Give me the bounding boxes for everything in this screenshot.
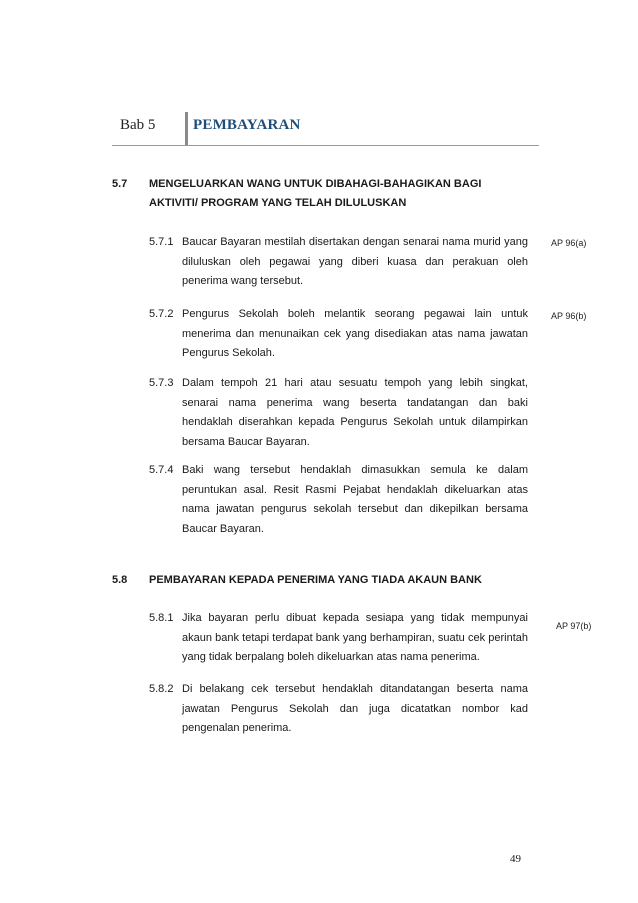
header-rule [112, 145, 539, 146]
section-number: 5.7 [112, 178, 128, 190]
subsection-text: Baucar Bayaran mestilah disertakan dengan senarai nama murid yang diluluskan oleh pegawai yang diberi kuasa dan perakuan oleh penerima wang tersebut. [182, 236, 528, 287]
page-number: 49 [510, 853, 521, 865]
reference-note: AP 96(a) [551, 238, 587, 248]
chapter-label: Bab 5 [120, 117, 156, 133]
subsection-text: Dalam tempoh 21 hari atau sesuatu tempoh yang lebih singkat, senarai nama penerima wang beserta tandatangan dan baki hendaklah diserahkan kepada Pengurus Sekolah untuk dilampirkan bersama Baucar Bayaran. [182, 377, 528, 448]
section-title: PEMBAYARAN KEPADA PENERIMA YANG TIADA AKAUN BANK [149, 574, 482, 586]
subsection-text: Jika bayaran perlu dibuat kepada sesiapa yang tidak mempunyai akaun bank tetapi terdapat bank yang berhampiran, suatu cek perintah yang tidak berpalang boleh dikeluarkan atas nama penerima. [182, 612, 528, 663]
subsection-text: Pengurus Sekolah boleh melantik seorang pegawai lain untuk menerima dan menunaikan cek yang disediakan atas nama jawatan Pengurus Sekolah. [182, 308, 528, 359]
header-divider [185, 112, 188, 145]
reference-note: AP 96(b) [551, 311, 587, 321]
subsection-number: 5.7.3 [149, 377, 174, 389]
subsection-number: 5.8.1 [149, 612, 174, 624]
chapter-title: PEMBAYARAN [193, 117, 301, 133]
subsection-number: 5.7.2 [149, 308, 174, 320]
section-number: 5.8 [112, 574, 128, 586]
subsection-number: 5.7.1 [149, 236, 174, 248]
subsection-number: 5.8.2 [149, 683, 174, 695]
subsection-number: 5.7.4 [149, 464, 174, 476]
reference-note: AP 97(b) [556, 621, 592, 631]
section-title: MENGELUARKAN WANG UNTUK DIBAHAGI-BAHAGIKAN BAGI AKTIVITI/ PROGRAM YANG TELAH DILULUSKAN [149, 178, 482, 209]
subsection-text: Baki wang tersebut hendaklah dimasukkan semula ke dalam peruntukan asal. Resit Rasmi Pejabat hendaklah dikeluarkan atas nama jawatan pengurus sekolah tersebut dan dikepilkan bersama Baucar Bayaran. [182, 464, 528, 535]
subsection-text: Di belakang cek tersebut hendaklah ditandatangan beserta nama jawatan Pengurus Sekolah dan juga dicatatkan nombor kad pengenalan penerima. [182, 683, 528, 734]
